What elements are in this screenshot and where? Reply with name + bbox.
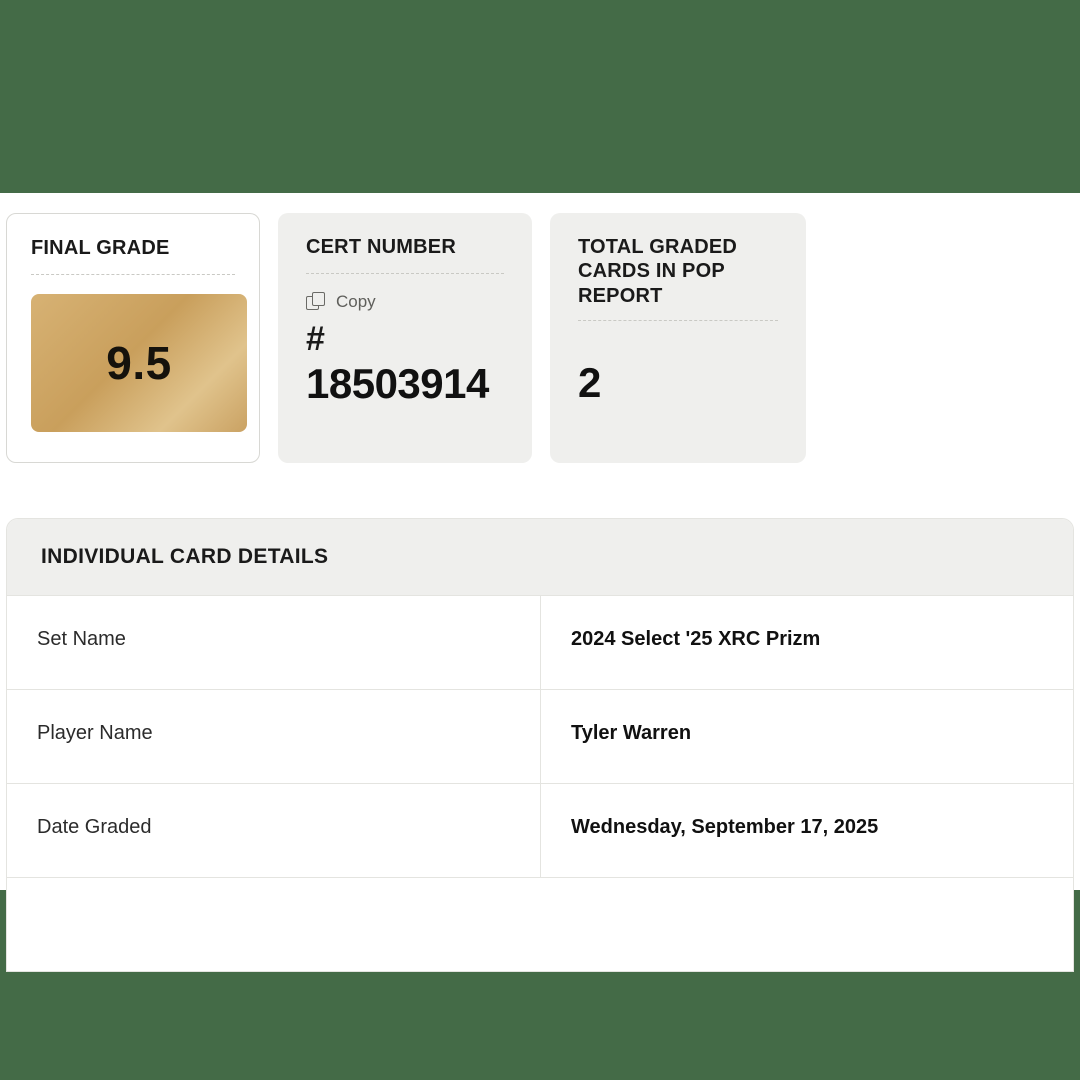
pop-report-card [550, 213, 806, 463]
final-grade-title: FINAL GRADE [31, 237, 170, 259]
cert-number-title: CERT NUMBER [306, 236, 456, 258]
divider [31, 274, 235, 275]
copy-cert-button[interactable] [306, 292, 504, 312]
pop-report-value: 2 [578, 359, 602, 407]
detail-value: 2024 Select '25 XRC Prizm [571, 628, 821, 650]
cert-number-card [278, 213, 532, 463]
detail-label: Set Name [7, 596, 541, 689]
table-row [7, 783, 1073, 877]
final-grade-card [6, 213, 260, 463]
individual-card-details-panel [6, 518, 1074, 972]
divider [578, 320, 778, 321]
copy-icon [306, 292, 326, 312]
table-row-partial [7, 877, 1073, 971]
summary-cards-row [0, 193, 1080, 463]
copy-label: Copy [336, 292, 376, 312]
divider [306, 273, 504, 274]
table-row [7, 689, 1073, 783]
final-grade-value: 9.5 [106, 337, 172, 390]
cert-number-value: 18503914 [306, 360, 489, 408]
detail-label: Player Name [7, 690, 541, 783]
final-grade-chip [31, 294, 247, 432]
pop-report-title: TOTAL GRADED CARDS IN POP REPORT [578, 236, 738, 307]
table-row [7, 595, 1073, 689]
page-content [0, 193, 1080, 890]
detail-value: Tyler Warren [571, 722, 692, 744]
details-header: INDIVIDUAL CARD DETAILS [7, 519, 1073, 595]
detail-label: Date Graded [7, 784, 541, 877]
detail-value: Wednesday, September 17, 2025 [571, 816, 879, 838]
hash-icon: # [306, 320, 325, 359]
